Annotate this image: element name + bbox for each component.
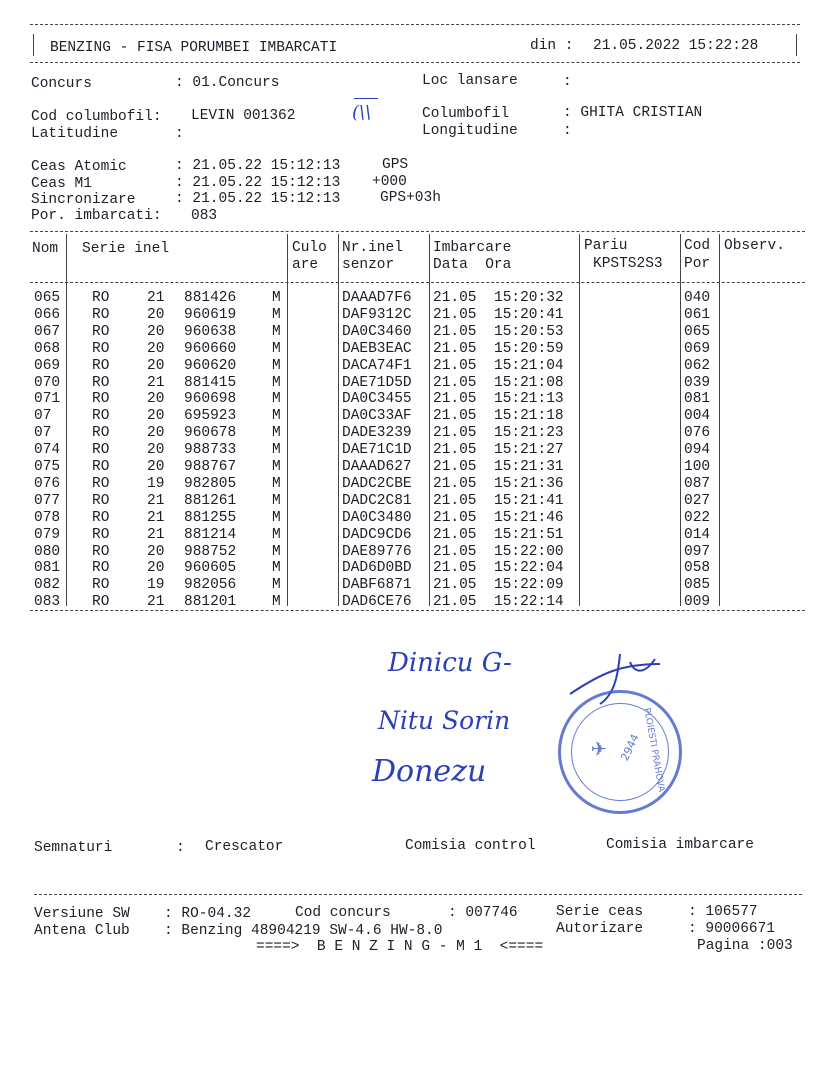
cell-tara: RO	[92, 408, 110, 425]
cell-an: 20	[147, 340, 165, 357]
stamp-text: PLOIESTI PRAHOVA	[641, 707, 666, 793]
header-pariu-2: KPSTS2S3	[593, 256, 663, 272]
cell-ora: 15:21:08	[494, 374, 564, 391]
cell-nr: 881415	[184, 374, 237, 391]
cell-nr: 982805	[184, 475, 237, 492]
columbofil-label: Columbofil	[422, 106, 510, 122]
cell-tara: RO	[92, 391, 110, 408]
cell-an: 21	[147, 509, 165, 526]
cell-ora: 15:20:59	[494, 340, 564, 357]
cell-data: 21.05	[433, 459, 477, 475]
document-title: BENZING - FISA PORUMBEI IMBARCATI	[50, 40, 338, 56]
sincronizare-label: Sincronizare	[31, 192, 136, 208]
cell-nr: 960638	[184, 323, 237, 340]
concurs-label: Concurs	[31, 76, 92, 92]
cell-sex: M	[272, 357, 281, 374]
cell-senzor: DAD6CE76	[342, 594, 412, 611]
cell-data: 21.05	[433, 577, 477, 594]
page-number: Pagina :003	[697, 938, 793, 954]
semnaturi-label: Semnaturi	[34, 840, 113, 856]
cell-tara: RO	[92, 577, 110, 594]
autorizare-value: : 90006671	[688, 921, 776, 937]
stamp-number: 2944	[618, 732, 642, 763]
cell-nom: 081	[34, 560, 61, 577]
cell-an: 20	[147, 391, 165, 408]
cell-ora: 15:21:46	[494, 509, 564, 526]
latitudine-value: :	[175, 126, 184, 142]
cell-sex: M	[272, 323, 281, 340]
handwritten-mark-stroke	[354, 98, 378, 99]
cell-nr: 881214	[184, 526, 237, 543]
cell-ora: 15:22:14	[494, 594, 564, 611]
cell-cod: 022	[684, 509, 711, 526]
cell-senzor: DAAAD7F6	[342, 290, 412, 306]
cell-sex: M	[272, 560, 281, 577]
cell-an: 21	[147, 594, 165, 611]
cell-an: 20	[147, 323, 165, 340]
cell-cod: 069	[684, 340, 711, 357]
cell-ora: 15:21:41	[494, 492, 564, 509]
cell-senzor: DACA74F1	[342, 357, 412, 374]
ceas-atomic-value: : 21.05.22 15:12:13	[175, 158, 341, 174]
cell-cod: 009	[684, 594, 711, 611]
cell-data: 21.05	[433, 526, 477, 543]
cell-an: 20	[147, 560, 165, 577]
cell-data: 21.05	[433, 425, 477, 442]
table-top-border	[30, 231, 805, 232]
date-label: din :	[530, 38, 574, 54]
cell-ora: 15:21:13	[494, 391, 564, 408]
loc-lansare-value: :	[563, 74, 572, 90]
col-sep-imbarcare	[579, 234, 580, 606]
cell-ora: 15:21:51	[494, 526, 564, 543]
cell-ora: 15:22:04	[494, 560, 564, 577]
table-header-bottom-border	[30, 282, 805, 283]
cell-senzor: DADE3239	[342, 425, 412, 442]
cell-an: 21	[147, 526, 165, 543]
cell-data: 21.05	[433, 475, 477, 492]
cell-nr: 960619	[184, 306, 237, 323]
cell-senzor: DABF6871	[342, 577, 412, 594]
cell-nr: 960605	[184, 560, 237, 577]
ceas-m1-value: : 21.05.22 15:12:13	[175, 175, 341, 191]
cell-an: 20	[147, 543, 165, 560]
latitudine-label: Latitudine	[31, 126, 119, 142]
cell-data: 21.05	[433, 509, 477, 526]
cell-nr: 960678	[184, 425, 237, 442]
cell-an: 19	[147, 475, 165, 492]
loc-lansare-label: Loc lansare	[422, 73, 518, 89]
cell-data: 21.05	[433, 323, 477, 340]
cell-nom: 077	[34, 492, 61, 509]
cell-an: 20	[147, 425, 165, 442]
cell-nr: 881255	[184, 509, 237, 526]
cell-cod: 061	[684, 306, 711, 323]
cell-cod: 062	[684, 357, 711, 374]
cell-cod: 004	[684, 408, 711, 425]
cell-data: 21.05	[433, 543, 477, 560]
comisia-imbarcare-label: Comisia imbarcare	[606, 837, 754, 853]
cell-nom: 066	[34, 306, 61, 323]
cell-tara: RO	[92, 374, 110, 391]
cell-tara: RO	[92, 357, 110, 374]
cell-ora: 15:22:09	[494, 577, 564, 594]
cell-sex: M	[272, 577, 281, 594]
semnaturi-colon: :	[176, 840, 185, 856]
cell-tara: RO	[92, 509, 110, 526]
cell-nom: 083	[34, 594, 61, 611]
cell-ora: 15:21:36	[494, 475, 564, 492]
cell-an: 20	[147, 357, 165, 374]
cell-tara: RO	[92, 560, 110, 577]
cell-an: 21	[147, 374, 165, 391]
handwritten-mark: (\\	[352, 102, 372, 123]
cell-data: 21.05	[433, 357, 477, 374]
cell-senzor: DAE89776	[342, 543, 412, 560]
cell-an: 19	[147, 577, 165, 594]
header-nr-inel-2: senzor	[342, 257, 395, 273]
cell-ora: 15:22:00	[494, 543, 564, 560]
cell-senzor: DA0C3460	[342, 323, 412, 340]
cell-an: 20	[147, 442, 165, 459]
cell-nom: 070	[34, 374, 61, 391]
header-cod-2: Por	[684, 256, 711, 272]
header-left-border	[33, 34, 34, 56]
cell-nr: 960620	[184, 357, 237, 374]
signature-line-2: Nitu Sorin	[378, 706, 511, 735]
cell-tara: RO	[92, 594, 110, 611]
header-imbarcare-2: Data Ora	[433, 257, 512, 273]
cell-nr: 988733	[184, 442, 237, 459]
header-nom: Nom	[32, 241, 59, 257]
cell-an: 21	[147, 290, 165, 306]
col-sep-serie	[287, 234, 288, 606]
comisia-control-label: Comisia control	[405, 838, 536, 854]
cell-nr: 988767	[184, 459, 237, 475]
cell-cod: 014	[684, 526, 711, 543]
cell-nom: 068	[34, 340, 61, 357]
col-sep-pariu	[680, 234, 681, 606]
cell-sex: M	[272, 374, 281, 391]
cell-cod: 081	[684, 391, 711, 408]
ceas-m1-extra: +000	[372, 174, 407, 190]
cell-an: 21	[147, 492, 165, 509]
cell-tara: RO	[92, 425, 110, 442]
cell-senzor: DADC9CD6	[342, 526, 412, 543]
cell-senzor: DA0C3455	[342, 391, 412, 408]
cell-ora: 15:21:18	[494, 408, 564, 425]
cell-nom: 071	[34, 391, 61, 408]
cell-cod: 027	[684, 492, 711, 509]
cell-ora: 15:21:31	[494, 459, 564, 475]
cell-nr: 881426	[184, 290, 237, 306]
cell-ora: 15:21:04	[494, 357, 564, 374]
cell-sex: M	[272, 306, 281, 323]
cell-nr: 881201	[184, 594, 237, 611]
signature-line-1: Dinicu G-	[388, 648, 512, 678]
cell-tara: RO	[92, 442, 110, 459]
header-top-border	[30, 24, 800, 25]
header-observatii: Observ.	[724, 238, 785, 254]
serie-ceas-label: Serie ceas	[556, 904, 644, 920]
cell-cod: 076	[684, 425, 711, 442]
cell-ora: 15:21:27	[494, 442, 564, 459]
sincronizare-extra: GPS+03h	[380, 190, 441, 206]
cell-nr: 960660	[184, 340, 237, 357]
cell-sex: M	[272, 442, 281, 459]
cell-sex: M	[272, 290, 281, 306]
cell-nr: 881261	[184, 492, 237, 509]
header-nr-inel-1: Nr.inel	[342, 240, 403, 256]
cell-tara: RO	[92, 492, 110, 509]
cell-cod: 100	[684, 459, 711, 475]
cell-sex: M	[272, 459, 281, 475]
cell-data: 21.05	[433, 408, 477, 425]
header-cod-1: Cod	[684, 238, 711, 254]
cell-cod: 087	[684, 475, 711, 492]
longitudine-value: :	[563, 123, 572, 139]
header-culoare-2: are	[292, 257, 319, 273]
cell-nom: 067	[34, 323, 61, 340]
cell-nom: 07	[34, 425, 52, 442]
cell-tara: RO	[92, 526, 110, 543]
cell-ora: 15:20:53	[494, 323, 564, 340]
cod-concurs-label: Cod concurs	[295, 905, 391, 921]
cell-sex: M	[272, 526, 281, 543]
cell-ora: 15:20:32	[494, 290, 564, 306]
cell-sex: M	[272, 408, 281, 425]
header-pariu-1: Pariu	[584, 238, 628, 254]
signature-line-3: Donezu	[372, 754, 487, 789]
cell-nr: 960698	[184, 391, 237, 408]
official-stamp	[558, 690, 682, 814]
cell-senzor: DAE71C1D	[342, 442, 412, 459]
concurs-value: : 01.Concurs	[175, 75, 280, 91]
cell-data: 21.05	[433, 492, 477, 509]
cell-data: 21.05	[433, 340, 477, 357]
cell-sex: M	[272, 425, 281, 442]
cell-nom: 076	[34, 475, 61, 492]
crescator-label: Crescator	[205, 839, 284, 855]
cell-cod: 040	[684, 290, 711, 306]
date-value: 21.05.2022 15:22:28	[593, 38, 759, 54]
antena-club-label: Antena Club	[34, 923, 130, 939]
header-bottom-border	[30, 62, 800, 63]
cell-sex: M	[272, 340, 281, 357]
cell-nr: 695923	[184, 408, 237, 425]
header-right-border	[796, 34, 797, 56]
cell-an: 20	[147, 459, 165, 475]
antena-club-value: : Benzing 48904219 SW-4.6 HW-8.0	[164, 923, 443, 939]
cell-data: 21.05	[433, 290, 477, 306]
versiune-sw-value: : RO-04.32	[164, 906, 252, 922]
header-imbarcare-1: Imbarcare	[433, 240, 512, 256]
cell-an: 20	[147, 306, 165, 323]
footer-separator	[34, 894, 802, 895]
cell-sex: M	[272, 475, 281, 492]
columbofil-value: : GHITA CRISTIAN	[563, 105, 703, 121]
cell-sex: M	[272, 391, 281, 408]
cell-data: 21.05	[433, 560, 477, 577]
cell-cod: 085	[684, 577, 711, 594]
autorizare-label: Autorizare	[556, 921, 644, 937]
cell-cod: 094	[684, 442, 711, 459]
cell-data: 21.05	[433, 594, 477, 611]
cell-nom: 069	[34, 357, 61, 374]
bird-icon: ✈	[591, 734, 607, 764]
cell-nom: 082	[34, 577, 61, 594]
cell-cod: 039	[684, 374, 711, 391]
cell-nom: 080	[34, 543, 61, 560]
cod-columbofil-label: Cod columbofil:	[31, 109, 162, 125]
cell-data: 21.05	[433, 306, 477, 323]
cod-columbofil-value: LEVIN 001362	[191, 108, 296, 124]
benzing-banner: ====> B E N Z I N G - M 1 <====	[256, 939, 544, 955]
cell-data: 21.05	[433, 391, 477, 408]
cell-nom: 074	[34, 442, 61, 459]
cell-sex: M	[272, 492, 281, 509]
cell-tara: RO	[92, 543, 110, 560]
cell-data: 21.05	[433, 442, 477, 459]
ceas-atomic-extra: GPS	[382, 157, 409, 173]
cell-tara: RO	[92, 459, 110, 475]
col-sep-cod	[719, 234, 720, 606]
cell-sex: M	[272, 509, 281, 526]
col-sep-nom	[66, 234, 67, 606]
cell-ora: 15:20:41	[494, 306, 564, 323]
header-culoare-1: Culo	[292, 240, 327, 256]
longitudine-label: Longitudine	[422, 123, 518, 139]
cell-senzor: DA0C3480	[342, 509, 412, 526]
cell-ora: 15:21:23	[494, 425, 564, 442]
cod-concurs-value: : 007746	[448, 905, 518, 921]
cell-nom: 07	[34, 408, 52, 425]
cell-nom: 078	[34, 509, 61, 526]
serie-ceas-value: : 106577	[688, 904, 758, 920]
col-sep-senzor	[429, 234, 430, 606]
porumbei-imbarcati-label: Por. imbarcati:	[31, 208, 162, 224]
cell-senzor: DADC2C81	[342, 492, 412, 509]
porumbei-imbarcati-value: 083	[191, 208, 218, 224]
cell-tara: RO	[92, 306, 110, 323]
cell-tara: RO	[92, 323, 110, 340]
cell-senzor: DAF9312C	[342, 306, 412, 323]
cell-sex: M	[272, 594, 281, 611]
versiune-sw-label: Versiune SW	[34, 906, 130, 922]
cell-senzor: DAAAD627	[342, 459, 412, 475]
cell-nom: 075	[34, 459, 61, 475]
ceas-atomic-label: Ceas Atomic	[31, 159, 127, 175]
cell-cod: 097	[684, 543, 711, 560]
cell-nr: 988752	[184, 543, 237, 560]
sincronizare-value: : 21.05.22 15:12:13	[175, 191, 341, 207]
cell-tara: RO	[92, 340, 110, 357]
cell-senzor: DAD6D0BD	[342, 560, 412, 577]
cell-nom: 079	[34, 526, 61, 543]
cell-cod: 065	[684, 323, 711, 340]
col-sep-culoare	[338, 234, 339, 606]
cell-nom: 065	[34, 290, 61, 306]
cell-data: 21.05	[433, 374, 477, 391]
cell-senzor: DADC2CBE	[342, 475, 412, 492]
cell-an: 20	[147, 408, 165, 425]
cell-tara: RO	[92, 475, 110, 492]
cell-cod: 058	[684, 560, 711, 577]
cell-tara: RO	[92, 290, 110, 306]
ceas-m1-label: Ceas M1	[31, 176, 92, 192]
cell-senzor: DAEB3EAC	[342, 340, 412, 357]
cell-nr: 982056	[184, 577, 237, 594]
cell-senzor: DA0C33AF	[342, 408, 412, 425]
cell-sex: M	[272, 543, 281, 560]
cell-senzor: DAE71D5D	[342, 374, 412, 391]
header-serie-inel: Serie inel	[82, 241, 170, 257]
